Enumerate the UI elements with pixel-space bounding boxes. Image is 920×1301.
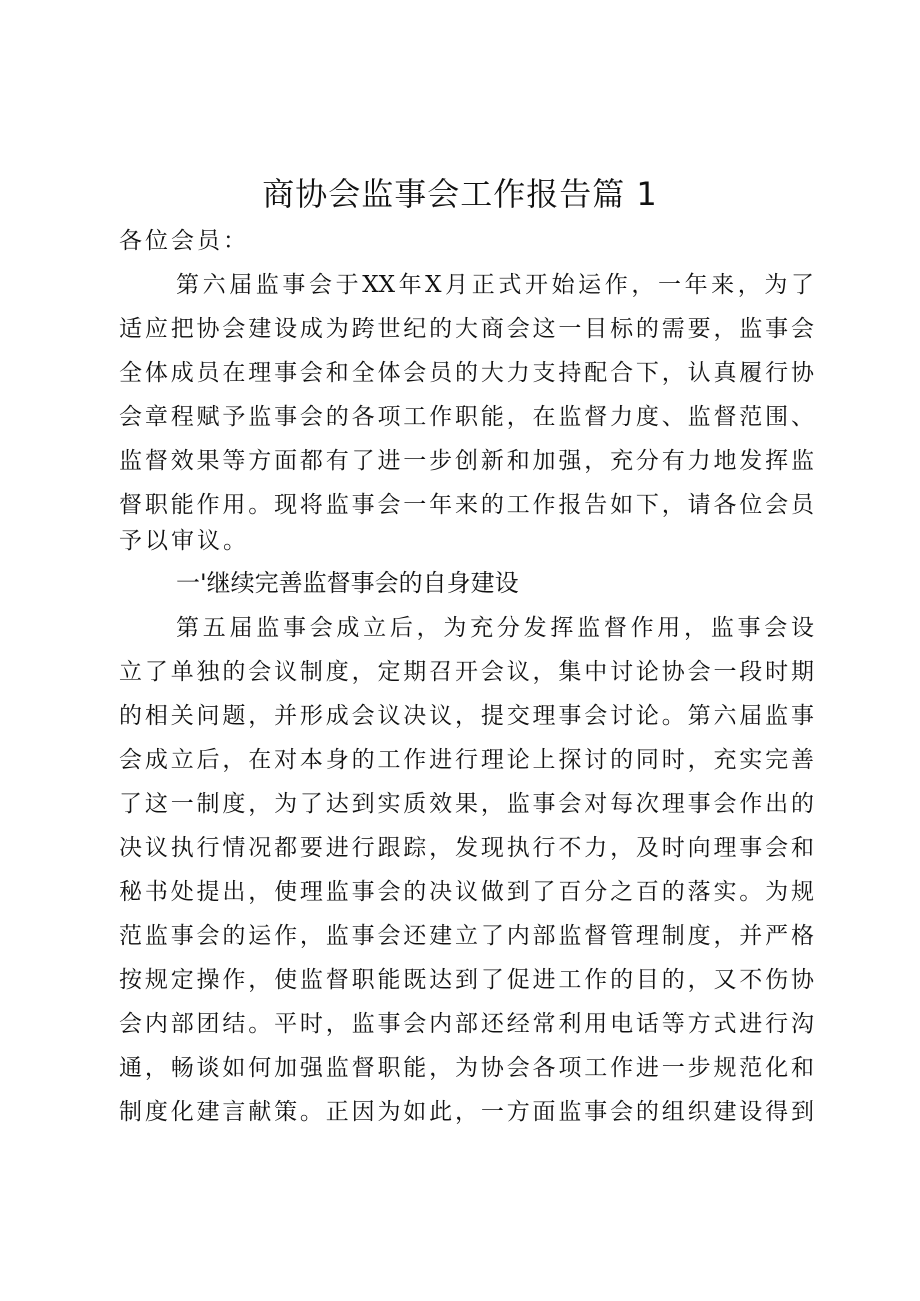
paragraph-2-line: 立了单独的会议制度，定期召开会议，集中讨论协会一段时期: [119, 659, 814, 685]
paragraph-2-line: 决议执行情况都要进行跟踪，发现执行不力，及时向理事会和: [119, 835, 814, 861]
paragraph-2-line: 通，畅谈如何加强监督职能，为协会各项工作进一步规范化和: [119, 1055, 814, 1081]
paragraph-1-line: 监督效果等方面都有了进一步创新和加强，充分有力地发挥监: [119, 448, 814, 474]
document-title: 商协会监事会工作报告篇 1: [262, 175, 658, 213]
paragraph-2-line: 秘书处提出，使理监事会的决议做到了百分之百的落实。为规: [119, 879, 814, 905]
paragraph-2-line: 第五届监事会成立后，为充分发挥监督作用，监事会设: [176, 615, 814, 641]
paragraph-2-line: 的相关问题，并形成会议决议，提交理事会讨论。第六届监事: [119, 703, 814, 729]
paragraph-1-line: 第六届监事会于XX年X月正式开始运作，一年来，为了: [176, 272, 814, 298]
paragraph-1-line: 全体成员在理事会和全体会员的大力支持配合下，认真履行协: [119, 360, 814, 386]
paragraph-1-line: 会章程赋予监事会的各项工作职能，在监督力度、监督范围、: [119, 404, 814, 430]
paragraph-2-line: 制度化建言献策。正因为如此，一方面监事会的组织建设得到: [119, 1099, 814, 1125]
paragraph-2-line: 会内部团结。平时，监事会内部还经常利用电话等方式进行沟: [119, 1011, 814, 1037]
section-heading: 一'继续完善监督事会的自身建设: [176, 569, 519, 597]
paragraph-2-line: 范监事会的运作，监事会还建立了内部监督管理制度，并严格: [119, 923, 814, 949]
paragraph-2-line: 了这一制度，为了达到实质效果，监事会对每次理事会作出的: [119, 791, 814, 817]
salutation: 各位会员：: [119, 228, 249, 254]
paragraph-1-line: 适应把协会建设成为跨世纪的大商会这一目标的需要，监事会: [119, 316, 814, 342]
paragraph-1-line: 督职能作用。现将监事会一年来的工作报告如下，请各位会员: [119, 492, 814, 518]
paragraph-2-line: 会成立后，在对本身的工作进行理论上探讨的同时，充实完善: [119, 747, 814, 773]
paragraph-1-line: 予以审议。: [119, 528, 249, 554]
paragraph-2-line: 按规定操作，使监督职能既达到了促进工作的目的，又不伤协: [119, 967, 814, 993]
